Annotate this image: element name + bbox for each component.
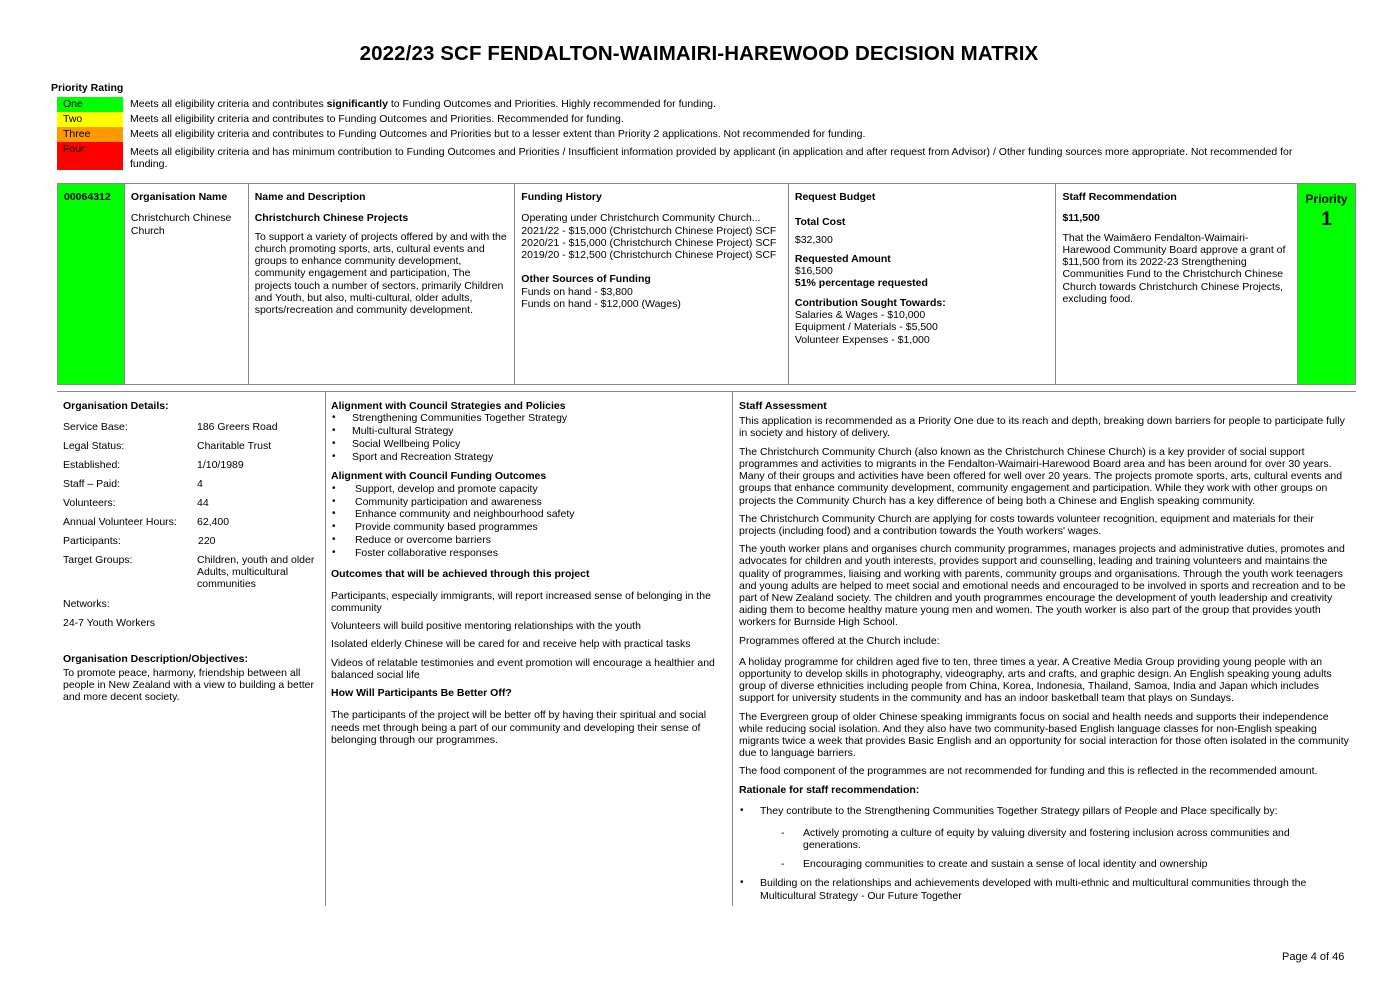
name-description-cell: [249, 184, 516, 384]
rationale-item: • Building on the relationships and achievements developed with multi-ethnic and multicultural communities through the Multicultural Strategy - Our Future Together: [739, 877, 1351, 903]
priority-cell: [1298, 184, 1355, 384]
list-item: • Strengthening Communities Together Strategy: [331, 412, 723, 425]
better-off-text: The participants of the project will be better off by having their spiritual and social needs met through being a part of our community and developing their sense of belonging through our programmes.: [331, 709, 707, 746]
priority-badge-three: Three: [57, 127, 123, 142]
org-details-heading: Organisation Details:: [63, 400, 169, 412]
rationale-heading: Rationale for staff recommendation:: [739, 783, 920, 796]
priority-desc-four: Meets all eligibility criteria and has minimum contribution to Funding Outcomes and Priorities / Insufficient information provided by applicant (in application and after request from Advisor) / Other funding sources more appropriate. Not recommended for funding.: [130, 146, 1293, 170]
other-source: Funds on hand - $12,000 (Wages): [521, 297, 681, 310]
funding-outcomes-heading: Alignment with Council Funding Outcomes: [331, 470, 547, 483]
detail-row: Annual Volunteer Hours: 62,400: [63, 516, 230, 529]
priority-badge-two: Two: [57, 112, 123, 127]
funding-outcomes-list: [331, 483, 723, 560]
strategies-heading: Alignment with Council Strategies and Policies: [331, 400, 566, 412]
rationale-subitem: - Actively promoting a culture of equity by valuing diversity and fostering inclusion across communities and generations.: [739, 827, 1351, 851]
strategies-list: [331, 412, 723, 463]
assessment-paragraph: The Evergreen group of older Chinese speaking immigrants focus on social and health needs and supports their independence while reducing social isolation. And they also have two community-based English language classes for non-English speaking migrants twice a week that provides Basic English and an opportunity for social interaction for those often isolated in the community due to language barriers.: [739, 710, 1349, 760]
funding-history-cell: [515, 184, 789, 384]
project-name: Christchurch Chinese Projects: [254, 212, 409, 225]
percentage-requested: 51% percentage requested: [794, 277, 928, 290]
staff-recommendation-text: That the Waimāero Fendalton-Waimairi-Harewood Community Board approve a grant of $11,500 from its 2022-23 Strengthening Communities Fund to the Christchurch Chinese Church towards Christchurch Chinese Projects, excluding food.: [1062, 231, 1286, 305]
detail-row: Staff – Paid: 4: [63, 478, 203, 491]
detail-row: Networks:: [63, 598, 110, 611]
org-description-heading: Organisation Description/Objectives:: [63, 653, 248, 666]
funding-line: 2021/22 - $15,000 (Christchurch Chinese Project) SCF: [521, 224, 777, 237]
funding-line: 2019/20 - $12,500 (Christchurch Chinese Project) SCF: [521, 249, 777, 262]
priority-row-two: [57, 112, 1317, 127]
priority-rating-legend: [57, 97, 1317, 170]
list-item: • Foster collaborative responses: [331, 547, 723, 560]
org-description: To promote peace, harmony, friendship between all people in New Zealand with a view to building a better and more decent society.: [63, 666, 314, 704]
total-cost-value: $32,300: [794, 233, 833, 246]
section-divider: [57, 391, 1356, 392]
staff-recommended-amount: $11,500: [1062, 212, 1100, 225]
funding-line: Operating under Christchurch Community Church...: [521, 212, 761, 225]
organisation-name-cell: [125, 184, 249, 384]
contribution-item: Equipment / Materials - $5,500: [794, 321, 938, 334]
outcome-achieved: Participants, especially immigrants, will report increased sense of belonging in the community: [331, 589, 711, 615]
decision-matrix-row: [57, 183, 1356, 385]
organisation-details-column: [63, 400, 321, 703]
list-item: • Provide community based programmes: [331, 521, 723, 534]
detail-row: 24-7 Youth Workers: [63, 617, 156, 630]
outcomes-achieved-heading: Outcomes that will be achieved through this project: [331, 567, 590, 580]
priority-value: 1: [1321, 209, 1332, 231]
priority-desc-one: Meets all eligibility criteria and contributes significantly to Funding Outcomes and Priorities. Highly recommended for funding.: [130, 98, 716, 110]
contribution-sought-heading: Contribution Sought Towards:: [794, 296, 946, 309]
staff-recommendation-heading: Staff Recommendation: [1062, 191, 1177, 203]
list-item: • Sport and Recreation Strategy: [331, 451, 723, 464]
list-item: • Community participation and awareness: [331, 496, 723, 509]
outcome-achieved: Videos of relatable testimonies and event promotion will encourage a healthier and balanced social life: [331, 656, 715, 681]
total-cost-label: Total Cost: [794, 216, 846, 229]
staff-recommendation-cell: [1056, 184, 1298, 384]
detail-row: Target Groups: Children, youth and older Adults, multicultural communities: [63, 554, 315, 591]
requested-amount-label: Requested Amount: [794, 252, 891, 265]
rationale-item: • They contribute to the Strengthening Communities Together Strategy pillars of People and Place specifically by:: [739, 805, 1351, 818]
assessment-paragraph: The youth worker plans and organises church community programmes, manages projects and administrative duties, promotes and advocates for children and youth interests, provides support and counselling, leading and training volunteers and maintains the quality of programmes, liaising and working with parents, community groups and organisations. Through the youth work teenagers and young adults are helped to meet social and emotional needs and encouraged to be involved in sports and recreation and to be part of New Zealand society. The children and youth programmes encourage the development of youth leadership and creativity aiding them to become healthy mature young men and women. The youth worker is also part of the group that provides youth workers for Burnside High School.: [739, 543, 1346, 629]
contribution-item: Volunteer Expenses - $1,000: [794, 333, 930, 346]
assessment-paragraph: The Christchurch Community Church are applying for costs towards volunteer recognition, equipment and materials for their projects (including food) and a contribution towards the Youth workers' wages.: [739, 512, 1314, 537]
rationale-list: [739, 877, 1351, 903]
list-item: • Reduce or overcome barriers: [331, 534, 723, 547]
list-item: • Social Wellbeing Policy: [331, 438, 723, 451]
priority-row-one: [57, 97, 1317, 112]
funding-line: 2020/21 - $15,000 (Christchurch Chinese Project) SCF: [521, 236, 777, 249]
list-item: • Support, develop and promote capacity: [331, 483, 723, 496]
application-id: 00064312: [58, 184, 125, 384]
name-description-heading: Name and Description: [254, 191, 366, 203]
other-source: Funds on hand - $3,800: [521, 285, 633, 298]
column-divider: [325, 392, 326, 906]
staff-assessment-heading: Staff Assessment: [739, 400, 827, 412]
assessment-paragraph: A holiday programme for children aged five to ten, three times a year. A Creative Media Group providing young people with an opportunity to develop skills in photography, videography, arts and crafts, and graphic design. An English speaking young adults group of diverse ethnicities including people from China, Korea, Indonesia, Thailand, Samoa, India and Japan which includes support for university students in the community and has an indoor basketball team that plays on Sundays.: [739, 655, 1332, 705]
assessment-paragraph: Programmes offered at the Church include:: [739, 634, 940, 647]
request-budget-heading: Request Budget: [794, 191, 876, 203]
assessment-paragraph: The food component of the programmes are not recommended for funding and this is reflected in the recommended amount.: [739, 765, 1318, 778]
list-item: • Multi-cultural Strategy: [331, 425, 723, 438]
contribution-item: Salaries & Wages - $10,000: [794, 308, 926, 321]
request-budget-cell: [789, 184, 1057, 384]
detail-row: Legal Status: Charitable Trust: [63, 440, 272, 453]
priority-desc-three: Meets all eligibility criteria and contributes to Funding Outcomes and Priorities but to a lesser extent than Priority 2 applications. Not recommended for funding.: [130, 128, 866, 140]
assessment-paragraph: This application is recommended as a Priority One due to its reach and depth, breaking down barriers for people to participate fully in society and history of delivery.: [739, 415, 1345, 440]
priority-desc-two: Meets all eligibility criteria and contributes to Funding Outcomes and Priorities. Recommended for funding.: [130, 113, 624, 125]
better-off-heading: How Will Participants Be Better Off?: [331, 687, 512, 700]
org-name: Christchurch Chinese Church: [130, 212, 232, 237]
priority-rating-heading: Priority Rating: [51, 82, 124, 94]
alignment-column: [331, 400, 723, 752]
rationale-subitem: - Encouraging communities to create and sustain a sense of local identity and ownership: [739, 858, 1351, 870]
column-divider: [732, 392, 733, 906]
funding-history-heading: Funding History: [521, 191, 602, 203]
detail-row: Service Base: 186 Greers Road: [63, 421, 278, 434]
list-item: • Enhance community and neighbourhood safety: [331, 508, 723, 521]
outcome-achieved: Volunteers will build positive mentoring relationships with the youth: [331, 620, 641, 633]
priority-heading: Priority: [1305, 192, 1348, 206]
project-description: To support a variety of projects offered by and with the church promoting sports, arts, cultural events and groups to enhance community development, community engagement and participation, The projects touch a number of sectors, primarily Children and Youth, but also, multi-cultural, older adults, sports/recreation and community development.: [254, 230, 507, 317]
requested-amount-value: $16,500: [794, 265, 833, 278]
detail-row: Volunteers: 44: [63, 497, 209, 510]
priority-row-four: [57, 142, 1317, 170]
org-name-heading: Organisation Name: [130, 191, 228, 203]
outcome-achieved: Isolated elderly Chinese will be cared for and receive help with practical tasks: [331, 638, 691, 651]
page-number: Page 4 of 46: [1282, 951, 1345, 963]
other-sources-heading: Other Sources of Funding: [521, 273, 651, 286]
detail-row: Participants: 220: [63, 535, 216, 548]
staff-assessment-column: [739, 400, 1351, 903]
priority-badge-four: Four: [57, 142, 123, 170]
page-title: 2022/23 SCF FENDALTON-WAIMAIRI-HAREWOOD DECISION MATRIX: [359, 42, 1039, 65]
priority-row-three: [57, 127, 1317, 142]
rationale-list: [739, 805, 1351, 818]
detail-row: Established: 1/10/1989: [63, 459, 244, 472]
assessment-paragraph: The Christchurch Community Church (also known as the Christchurch Chinese Church) is a key provider of social support programmes and activities to migrants in the Fendalton-Waimairi-Harewood Board area and has been around for over 30 years. Many of their groups and activities have been offered for well over 20 years. The projects promote sports, arts, cultural events and groups that enhance community development, community engagement and participation. While they work with other groups on projects the Community Church has a key difference of being both a Chinese and English speaking community.: [739, 445, 1343, 507]
priority-badge-one: One: [57, 97, 123, 112]
